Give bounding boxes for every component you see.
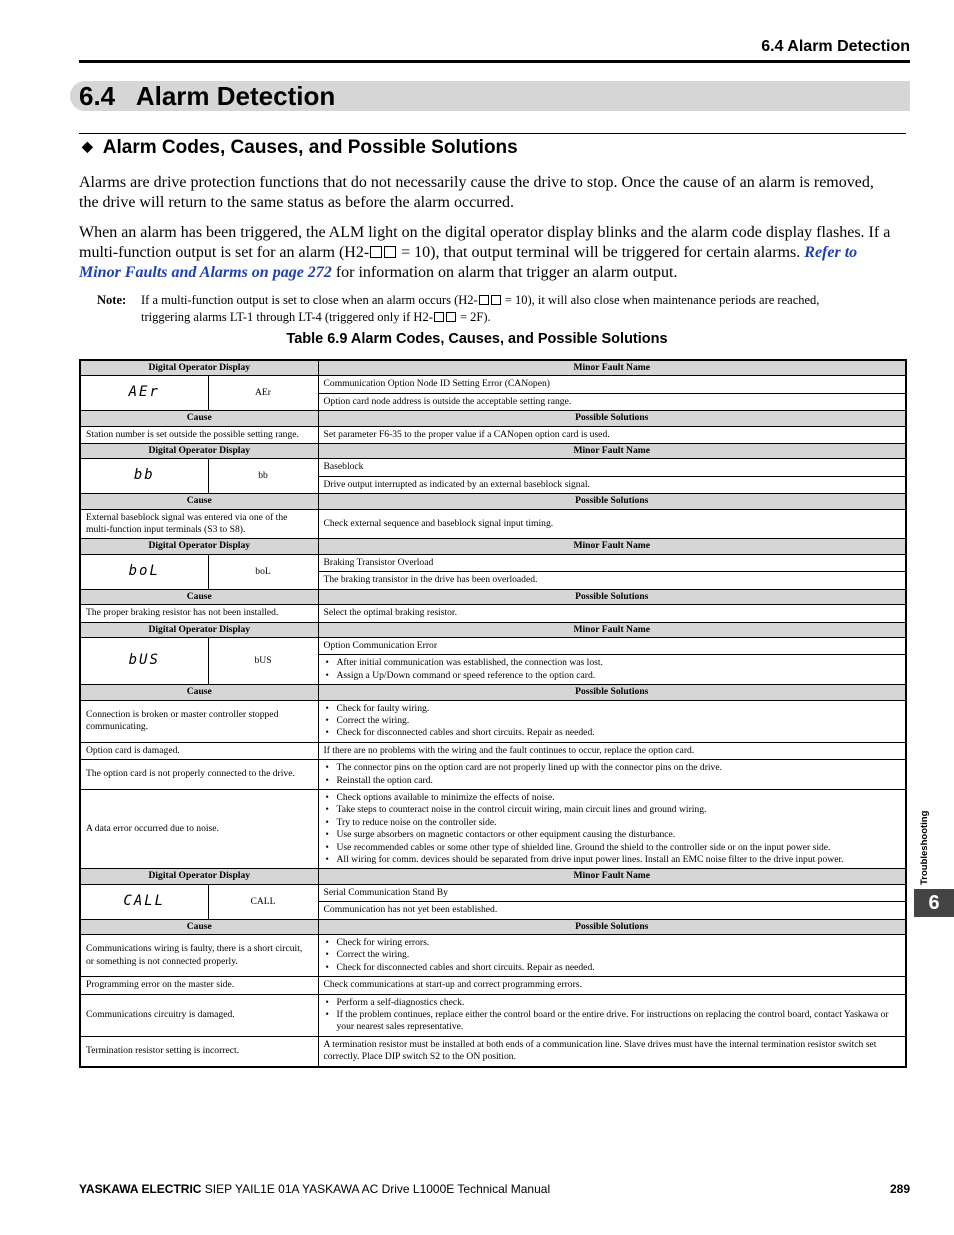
table-row	[80, 760, 906, 790]
header-rule	[79, 60, 910, 63]
table-header-row	[80, 539, 906, 554]
bullet-item: • Check options available to minimize the effects of noise.	[324, 792, 901, 804]
cause-cell: Communications circuitry is damaged.	[80, 994, 318, 1036]
table-row	[80, 935, 906, 977]
bullet-list	[324, 997, 901, 1034]
bullet-item: • Take steps to counteract noise in the control circuit wiring, main circuit lines and ground wiring.	[324, 804, 901, 816]
cause-cell: Connection is broken or master controller stopped communicating.	[80, 700, 318, 742]
table-header-row	[80, 360, 906, 376]
seven-segment-display: CALL	[123, 892, 166, 909]
solution-cell	[318, 760, 906, 790]
table-row	[80, 605, 906, 622]
cross-reference-link[interactable]: Refer to Minor Faults and Alarms on page 272	[79, 244, 858, 281]
intro-text: for information on alarm that trigger an alarm output.	[331, 264, 678, 281]
note-label: Note:	[97, 293, 127, 307]
header-fault-name: Minor Fault Name	[318, 622, 906, 637]
header-solutions: Possible Solutions	[318, 685, 906, 700]
bullet-item: • Try to reduce noise on the controller side.	[324, 817, 901, 829]
placeholder-box-icon	[491, 295, 501, 305]
intro-text: When an alarm has been triggered, the ALM light on the digital operator display blinks and the alarm code display flashes. If a multi-function output is set for an alarm (H2-	[79, 224, 891, 261]
header-display: Digital Operator Display	[80, 622, 318, 637]
alarm-name-row	[80, 376, 906, 393]
header-cause: Cause	[80, 494, 318, 509]
header-fault-name: Minor Fault Name	[318, 869, 906, 884]
bullet-item: • Perform a self-diagnostics check.	[324, 997, 901, 1009]
alarm-name-row	[80, 459, 906, 476]
alarm-display-glyph	[80, 459, 208, 494]
bullet-list	[324, 703, 901, 740]
header-display: Digital Operator Display	[80, 360, 318, 376]
bullet-item: • Correct the wiring.	[324, 715, 901, 727]
solution-cell	[318, 789, 906, 868]
table-header-row	[80, 494, 906, 509]
table-row	[80, 994, 906, 1036]
table-header-row	[80, 444, 906, 459]
alarm-display-glyph	[80, 376, 208, 411]
table-row	[80, 789, 906, 868]
bullet-item: • Use surge absorbers on magnetic contactors or other equipment causing the disturbance.	[324, 829, 901, 841]
table-row	[80, 509, 906, 539]
note-text-part: = 10), it will also close when maintenance periods are reached, triggering alarms LT-1 through LT-4 (triggered only if H2-	[141, 293, 820, 324]
alarm-name: Baseblock	[318, 459, 906, 476]
bullet-item: • Check for wiring errors.	[324, 937, 901, 949]
running-header: 6.4 Alarm Detection	[761, 38, 910, 55]
header-cause: Cause	[80, 685, 318, 700]
table-header-row	[80, 411, 906, 426]
cause-cell: Option card is damaged.	[80, 742, 318, 759]
solution-cell: Set parameter F6-35 to the proper value if a CANopen option card is used.	[318, 426, 906, 443]
cause-cell: External baseblock signal was entered via one of the multi-function input terminals (S3 to S8).	[80, 509, 318, 539]
note-text-part: If a multi-function output is set to close when an alarm occurs (H2-	[141, 293, 478, 307]
alarm-code: AEr	[208, 376, 318, 411]
table-header-row	[80, 869, 906, 884]
table-row	[80, 1036, 906, 1066]
header-fault-name: Minor Fault Name	[318, 360, 906, 376]
table-row	[80, 977, 906, 994]
header-display: Digital Operator Display	[80, 539, 318, 554]
alarm-codes-table	[79, 359, 907, 1068]
bullet-item: • Check for disconnected cables and short circuits. Repair as needed.	[324, 727, 901, 739]
alarm-code: boL	[208, 554, 318, 589]
header-cause: Cause	[80, 411, 318, 426]
alarm-display-glyph	[80, 637, 208, 684]
bullet-item: • Check for disconnected cables and short circuits. Repair as needed.	[324, 962, 901, 974]
alarm-name: Serial Communication Stand By	[318, 884, 906, 901]
cause-cell: The proper braking resistor has not been installed.	[80, 605, 318, 622]
bullet-item: • Reinstall the option card.	[324, 775, 901, 787]
table-header-row	[80, 622, 906, 637]
header-solutions: Possible Solutions	[318, 411, 906, 426]
cause-cell: A data error occurred due to noise.	[80, 789, 318, 868]
cause-cell: The option card is not properly connected to the drive.	[80, 760, 318, 790]
bullet-item: • Assign a Up/Down command or speed reference to the option card.	[324, 670, 901, 682]
solution-cell	[318, 700, 906, 742]
alarm-description: Option card node address is outside the acceptable setting range.	[318, 393, 906, 410]
alarm-description	[318, 655, 906, 685]
intro-paragraph-2	[79, 223, 894, 283]
table-row	[80, 742, 906, 759]
header-solutions: Possible Solutions	[318, 589, 906, 604]
note-text-part: = 2F).	[456, 310, 491, 324]
section-title: 6.4 Alarm Detection	[79, 81, 336, 111]
alarm-code: bUS	[208, 637, 318, 684]
header-solutions: Possible Solutions	[318, 919, 906, 934]
header-fault-name: Minor Fault Name	[318, 539, 906, 554]
chapter-number-tab: 6	[914, 889, 954, 917]
bullet-item: • All wiring for comm. devices should be separated from drive input power lines. Install an EMC noise filter to the drive input power.	[324, 854, 901, 866]
seven-segment-display: bUS	[128, 651, 160, 668]
bullet-list	[324, 937, 901, 974]
table-caption: Table 6.9 Alarm Codes, Causes, and Possible Solutions	[286, 331, 668, 347]
footer-manual-title: SIEP YAIL1E 01A YASKAWA AC Drive L1000E Technical Manual	[201, 1182, 551, 1196]
placeholder-box-icon	[446, 312, 456, 322]
bullet-list	[324, 792, 901, 866]
footer	[79, 1182, 550, 1196]
footer-brand: YASKAWA ELECTRIC	[79, 1182, 202, 1196]
subsection-rule	[79, 133, 906, 134]
subsection-title: Alarm Codes, Causes, and Possible Solutions	[102, 137, 518, 158]
cause-cell: Station number is set outside the possible setting range.	[80, 426, 318, 443]
cause-cell: Termination resistor setting is incorrect.	[80, 1036, 318, 1066]
subsection-heading	[82, 137, 518, 159]
solution-cell: A termination resistor must be installed at both ends of a communication line. Slave drives must have the internal termination resistor switch set correctly. Place DIP switch S2 to the ON position.	[318, 1036, 906, 1066]
solution-cell	[318, 935, 906, 977]
alarm-name-row	[80, 637, 906, 654]
alarm-name: Braking Transistor Overload	[318, 554, 906, 571]
solution-cell: Select the optimal braking resistor.	[318, 605, 906, 622]
alarm-name-row	[80, 554, 906, 571]
header-solutions: Possible Solutions	[318, 494, 906, 509]
intro-paragraph-1: Alarms are drive protection functions that do not necessarily cause the drive to stop. Once the cause of an alarm is removed, the drive will return to the same status as before the alarm occurred.	[79, 174, 874, 211]
page-number: 289	[889, 1182, 910, 1196]
alarm-name-row	[80, 884, 906, 901]
note-text	[141, 292, 864, 326]
bullet-list	[324, 657, 901, 682]
alarm-description: The braking transistor in the drive has been overloaded.	[318, 572, 906, 589]
table-header-row	[80, 685, 906, 700]
solution-cell: If there are no problems with the wiring and the fault continues to occur, replace the option card.	[318, 742, 906, 759]
header-cause: Cause	[80, 919, 318, 934]
seven-segment-display: bb	[133, 467, 155, 484]
table-row	[80, 700, 906, 742]
bullet-item: • The connector pins on the option card are not properly lined up with the connector pins on the drive.	[324, 762, 901, 774]
alarm-name: Communication Option Node ID Setting Error (CANopen)	[318, 376, 906, 393]
bullet-item: • If the problem continues, replace either the control board or the entire drive. For instructions on replacing the control board, contact Yaskawa or your nearest sales representative.	[324, 1009, 901, 1034]
alarm-description: Drive output interrupted as indicated by an external baseblock signal.	[318, 476, 906, 493]
diamond-bullet-icon: ◆	[82, 138, 93, 154]
alarm-display-glyph	[80, 884, 208, 919]
placeholder-box-icon	[479, 295, 489, 305]
header-cause: Cause	[80, 589, 318, 604]
placeholder-box-icon	[434, 312, 444, 322]
alarm-code: CALL	[208, 884, 318, 919]
alarm-display-glyph	[80, 554, 208, 589]
table-header-row	[80, 919, 906, 934]
header-display: Digital Operator Display	[80, 869, 318, 884]
header-fault-name: Minor Fault Name	[318, 444, 906, 459]
note-block	[97, 292, 864, 326]
solution-cell	[318, 994, 906, 1036]
solution-cell: Check external sequence and baseblock signal input timing.	[318, 509, 906, 539]
side-tab-label: Troubleshooting	[919, 810, 930, 885]
table-header-row	[80, 589, 906, 604]
intro-text: = 10), that output terminal will be triggered for certain alarms.	[397, 244, 805, 261]
bullet-item: • After initial communication was established, the connection was lost.	[324, 657, 901, 669]
cause-cell: Programming error on the master side.	[80, 977, 318, 994]
placeholder-box-icon	[370, 246, 382, 258]
solution-cell: Check communications at start-up and correct programming errors.	[318, 977, 906, 994]
bullet-list	[324, 762, 901, 787]
seven-segment-display: AEr	[128, 384, 160, 401]
bullet-item: • Use recommended cables or some other type of shielded line. Ground the shield to the controller side or on the input power side.	[324, 842, 901, 854]
alarm-description: Communication has not yet been established.	[318, 902, 906, 919]
alarm-code: bb	[208, 459, 318, 494]
bullet-item: • Check for faulty wiring.	[324, 703, 901, 715]
placeholder-box-icon	[384, 246, 396, 258]
seven-segment-display: boL	[128, 562, 160, 579]
bullet-item: • Correct the wiring.	[324, 949, 901, 961]
cause-cell: Communications wiring is faulty, there is a short circuit, or something is not connected properly.	[80, 935, 318, 977]
table-row	[80, 426, 906, 443]
alarm-name: Option Communication Error	[318, 637, 906, 654]
header-display: Digital Operator Display	[80, 444, 318, 459]
